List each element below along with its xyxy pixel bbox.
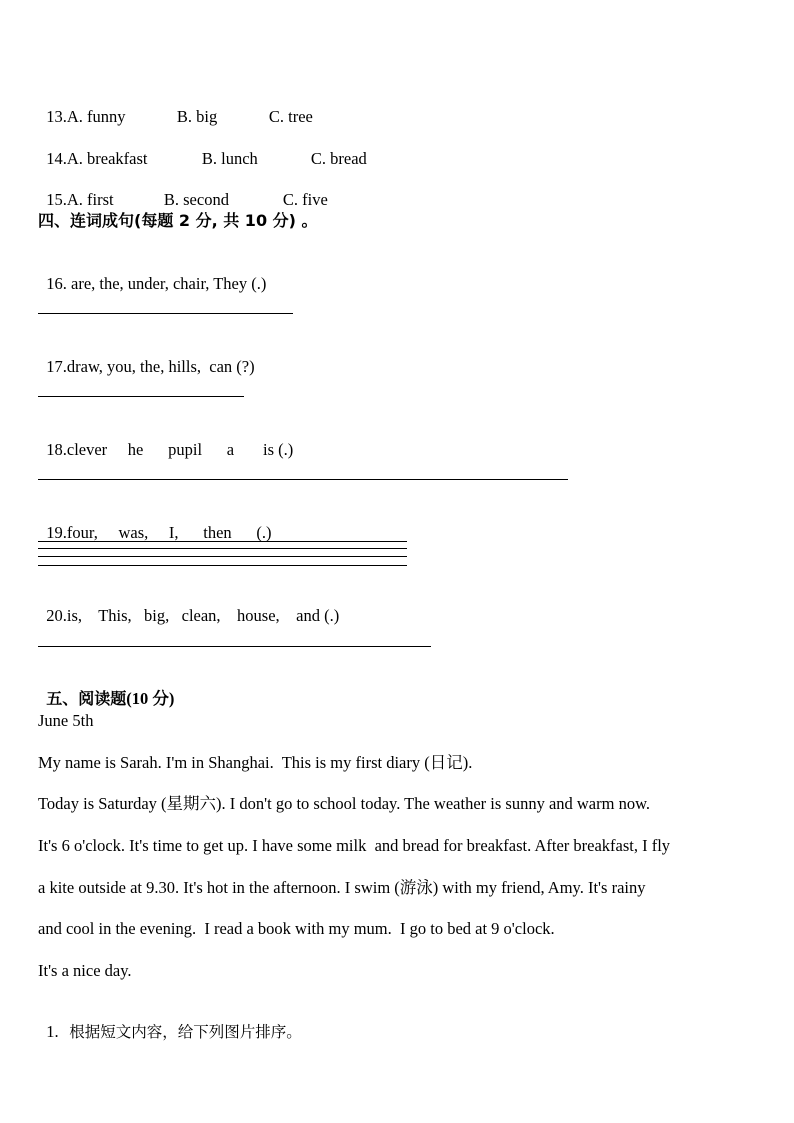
question-13 xyxy=(38,87,313,127)
passage-line: It's a nice day. xyxy=(38,961,132,980)
question-number: 1. xyxy=(46,1022,59,1041)
question-number: 17. xyxy=(46,357,67,376)
question-number: 14. xyxy=(46,149,67,168)
option-c: C. bread xyxy=(310,149,367,168)
answer-line xyxy=(38,548,407,549)
sentence-words: four, was, I, then (.) xyxy=(66,523,272,542)
passage-line: Today is Saturday (星期六). I don't go to school today. The weather is sunny and warm now. xyxy=(38,794,651,813)
option-a: A. breakfast xyxy=(66,149,148,168)
sentence-words: clever he pupil a is (.) xyxy=(66,440,294,459)
sentence-16 xyxy=(38,254,266,294)
sentence-17 xyxy=(38,337,255,377)
passage-line: My name is Sarah. I'm in Shanghai. This is my first diary (日记). xyxy=(38,753,473,772)
answer-line xyxy=(38,313,293,314)
option-b: B. lunch xyxy=(201,149,258,168)
section-5-title: 五、阅读题 xyxy=(46,689,127,708)
question-number: 18. xyxy=(46,440,67,459)
option-a: A. first xyxy=(66,190,114,209)
question-text: 根据短文内容，给下列图片排序。 xyxy=(69,1023,302,1041)
answer-line xyxy=(38,541,407,542)
question-14 xyxy=(38,129,367,169)
answer-line xyxy=(38,565,407,566)
section-5-score: (10 分) xyxy=(126,689,175,708)
diary-date: June 5th xyxy=(38,711,94,730)
question-number: 15. xyxy=(46,190,67,209)
option-b: B. big xyxy=(176,107,218,126)
question-number: 13. xyxy=(46,107,67,126)
option-c: C. tree xyxy=(268,107,313,126)
sentence-words: are, the, under, chair, They (.) xyxy=(66,274,267,293)
sentence-19 xyxy=(38,503,272,543)
section-5-heading xyxy=(38,669,174,709)
sentence-words: is, This, big, clean, house, and (.) xyxy=(66,606,340,625)
option-b: B. second xyxy=(163,190,229,209)
question-15 xyxy=(38,170,328,210)
answer-line xyxy=(38,479,568,480)
question-number: 20. xyxy=(46,606,67,625)
passage-line: and cool in the evening. I read a book with my mum. I go to bed at 9 o'clock. xyxy=(38,919,555,938)
passage-line: It's 6 o'clock. It's time to get up. I have some milk and bread for breakfast. After breakfast, I fly xyxy=(38,836,671,855)
option-c: C. five xyxy=(282,190,328,209)
answer-line xyxy=(38,646,431,647)
sentence-20 xyxy=(38,586,339,626)
passage-line: a kite outside at 9.30. It's hot in the afternoon. I swim (游泳) with my friend, Amy. It's rainy xyxy=(38,878,646,897)
sentence-words: draw, you, the, hills, can (?) xyxy=(66,357,255,376)
section-4-heading: 四、连词成句(每题 2 分, 共 10 分) 。 xyxy=(38,211,318,230)
answer-line xyxy=(38,396,244,397)
answer-line xyxy=(38,556,407,557)
question-number: 16. xyxy=(46,274,67,293)
sentence-18 xyxy=(38,420,293,460)
question-number: 19. xyxy=(46,523,67,542)
option-a: A. funny xyxy=(66,107,126,126)
reading-question-1 xyxy=(38,1002,302,1042)
